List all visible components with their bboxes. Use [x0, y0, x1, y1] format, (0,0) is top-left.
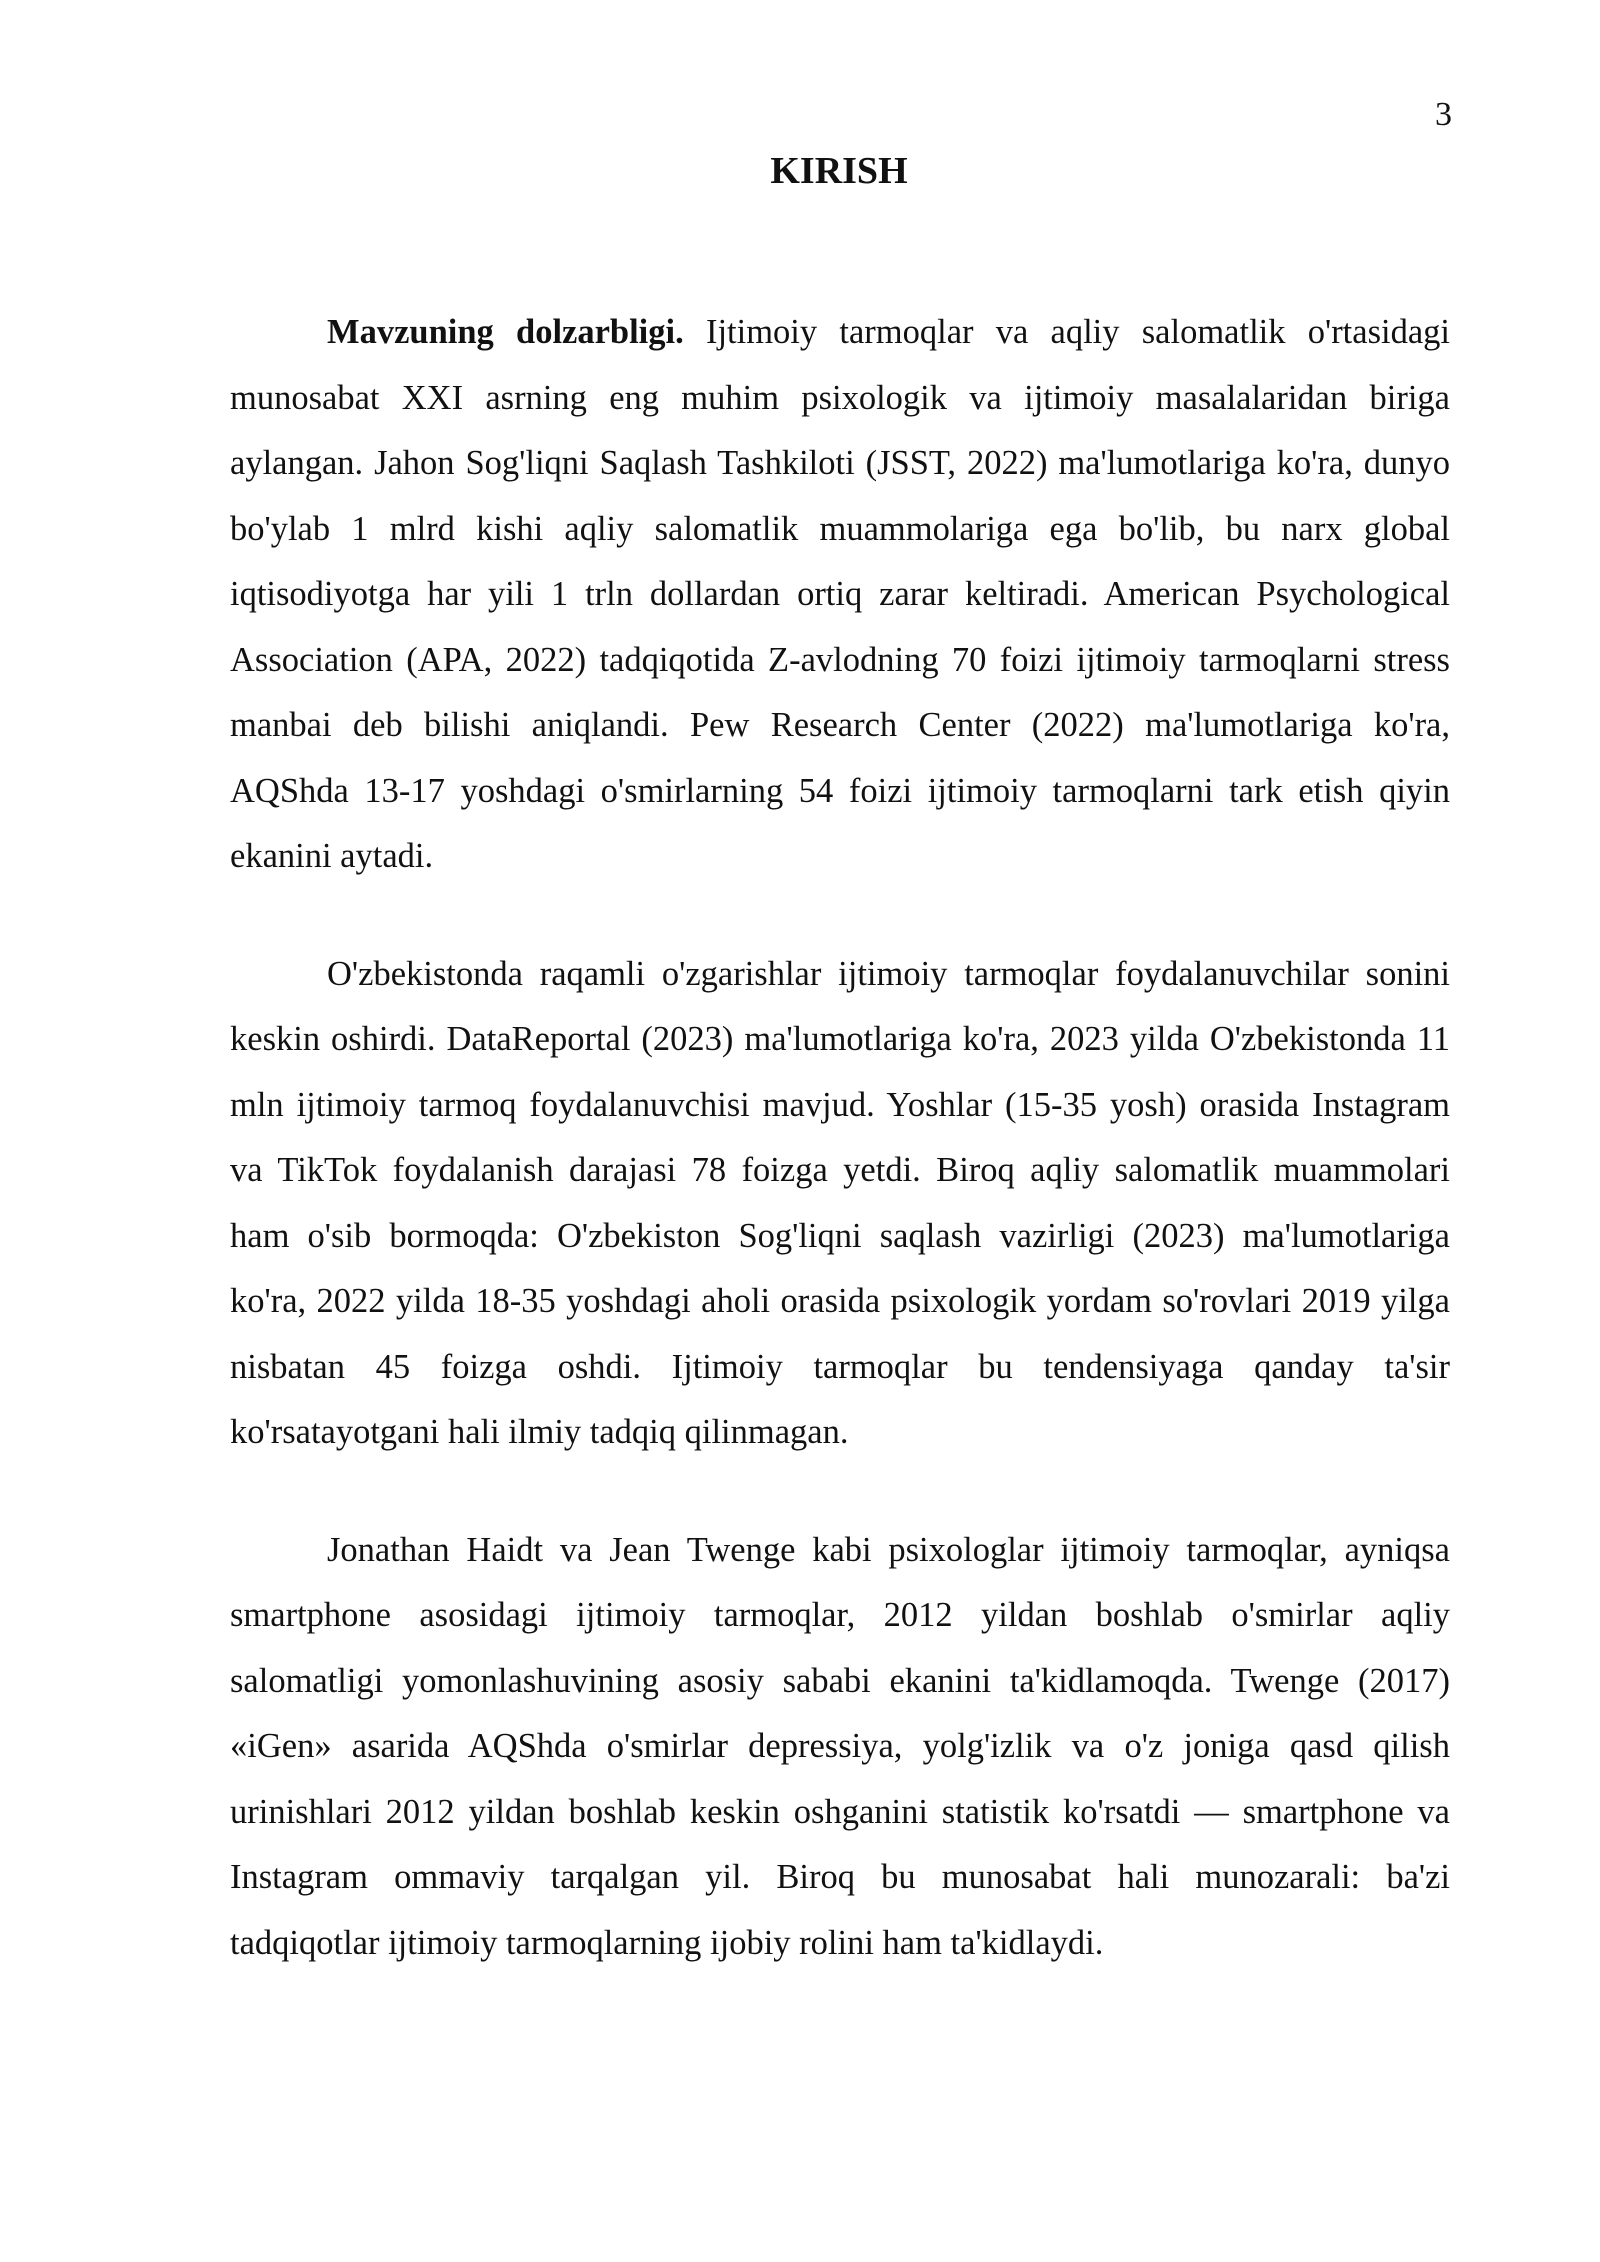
- section-title: KIRISH: [770, 150, 908, 192]
- paragraph-text: Ijtimoiy tarmoqlar va aqliy salomatlik o'rtasidagi munosabat XXI asrning eng muhim psixologik va ijtimoiy masalalaridan biriga aylangan. Jahon Sog'liqni Saqlash Tashkiloti (JSST, 2022) ma'lumotlariga ko'ra, dunyo bo'ylab 1 mlrd kishi aqliy salomatlik muammolariga ega bo'lib, bu narx global iqtisodiyotga har yili 1 trln dollardan ortiq zarar keltiradi. American Psychological Association (APA, 2022) tadqiqotida Z-avlodning 70 foizi ijtimoiy tarmoqlarni stress manbai deb bilishi aniqlandi. Pew Research Center (2022) ma'lumotlariga ko'ra, AQShda 13-17 yoshdagi o'smirlarning 54 foizi ijtimoiy tarmoqlarni tark etish qiyin ekanini aytadi.: [230, 313, 1450, 875]
- page-number: 3: [1435, 96, 1452, 133]
- paragraph-relevance: [230, 300, 1450, 890]
- paragraph-text: Jonathan Haidt va Jean Twenge kabi psixologlar ijtimoiy tarmoqlar, ayniqsa smartphone asosidagi ijtimoiy tarmoqlar, 2012 yildan boshlab o'smirlar aqliy salomatligi yomonlashuvining asosiy sababi ekanini ta'kidlamoqda. Twenge (2017) «iGen» asarida AQShda o'smirlar depressiya, yolg'izlik va o'z joniga qasd qilish urinishlari 2012 yildan boshlab keskin oshganini statistik ko'rsatdi — smartphone va Instagram ommaviy tarqalgan yil. Biroq bu munosabat hali munozarali: ba'zi tadqiqotlar ijtimoiy tarmoqlarning ijobiy rolini ham ta'kidlaydi.: [230, 1530, 1450, 1962]
- paragraph-text: O'zbekistonda raqamli o'zgarishlar ijtimoiy tarmoqlar foydalanuvchilar sonini keskin oshirdi. DataReportal (2023) ma'lumotlariga ko'ra, 2023 yilda O'zbekistonda 11 mln ijtimoiy tarmoq foydalanuvchisi mavjud. Yoshlar (15-35 yosh) orasida Instagram va TikTok foydalanish darajasi 78 foizga yetdi. Biroq aqliy salomatlik muammolari ham o'sib bormoqda: O'zbekiston Sog'liqni saqlash vazirligi (2023) ma'lumotlariga ko'ra, 2022 yilda 18-35 yoshdagi aholi orasida psixologik yordam so'rovlari 2019 yilga nisbatan 45 foizga oshdi. Ijtimoiy tarmoqlar bu tendensiyaga qanday ta'sir ko'rsatayotgani hali ilmiy tadqiq qilinmagan.: [230, 954, 1450, 1451]
- paragraph-haidt-twenge: [230, 1518, 1450, 1977]
- document-body: [230, 300, 1450, 2028]
- paragraph-lead: Mavzuning dolzarbligi.: [327, 313, 684, 351]
- paragraph-uzbekistan: [230, 942, 1450, 1466]
